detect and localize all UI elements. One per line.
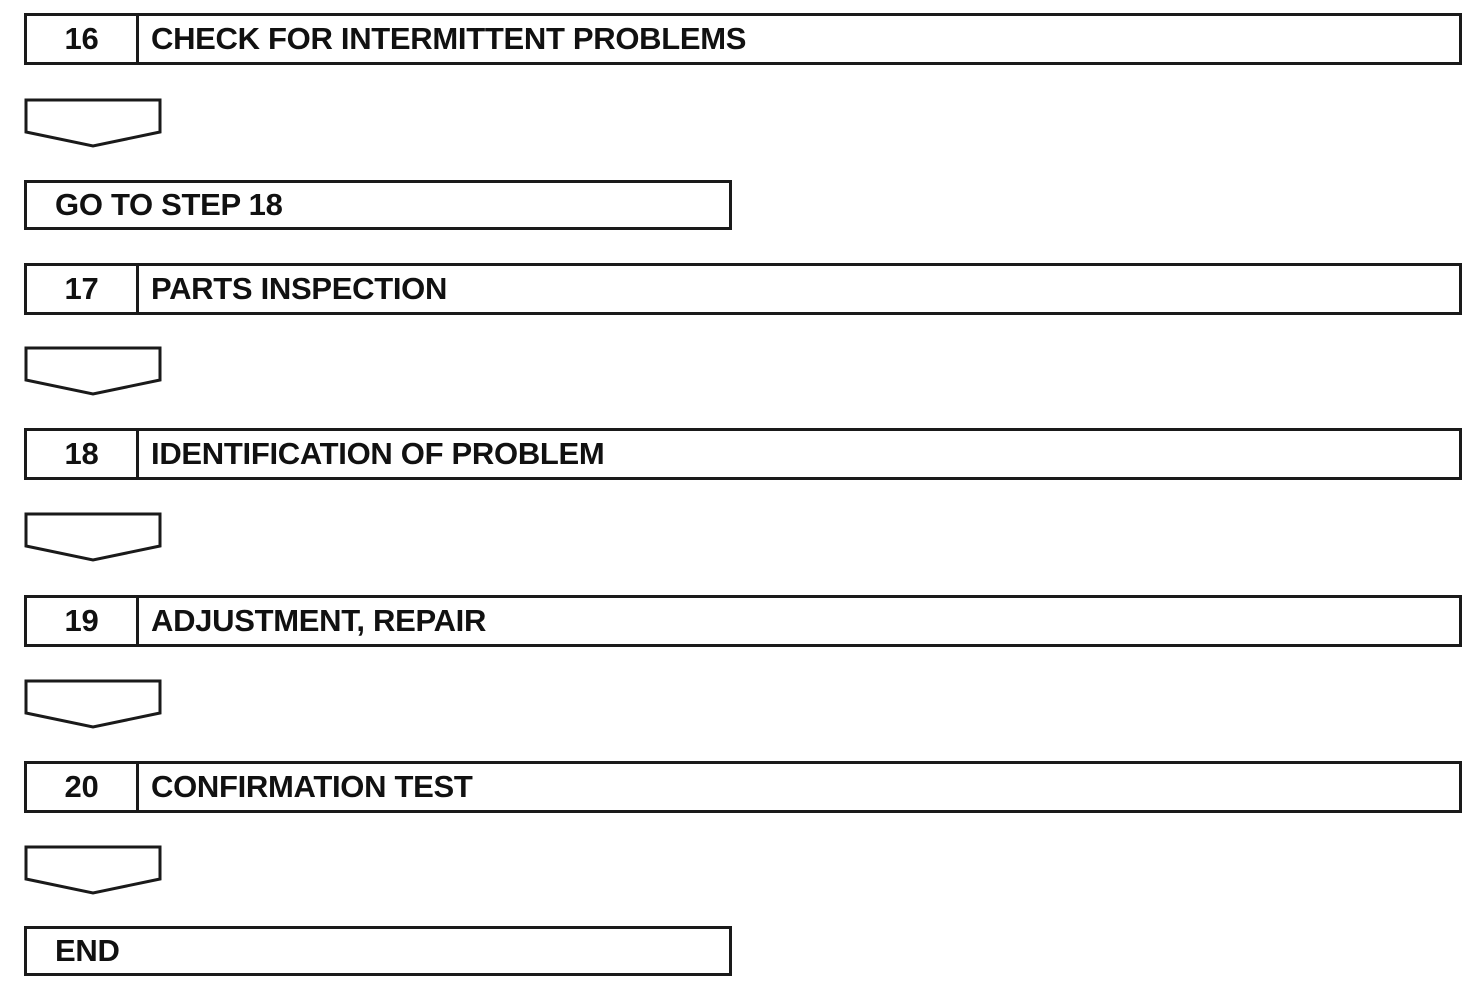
step-20-box: [24, 761, 1462, 813]
end-box: [24, 926, 732, 976]
step-title: CHECK FOR INTERMITTENT PROBLEMS: [151, 21, 747, 56]
step-number: 16: [27, 16, 139, 62]
step-title: IDENTIFICATION OF PROBLEM: [151, 436, 605, 471]
step-number: 20: [27, 764, 139, 810]
step-number: 18: [27, 431, 139, 477]
end-text: END: [55, 933, 120, 968]
step-number: 17: [27, 266, 139, 312]
down-arrow-icon: [24, 679, 162, 729]
step-17-box: [24, 263, 1462, 315]
step-16-box: [24, 13, 1462, 65]
down-arrow-icon: [24, 346, 162, 396]
goto-step-text: GO TO STEP 18: [55, 187, 283, 222]
down-arrow-icon: [24, 98, 162, 148]
step-number: 19: [27, 598, 139, 644]
down-arrow-icon: [24, 845, 162, 895]
down-arrow-icon: [24, 512, 162, 562]
step-title: PARTS INSPECTION: [151, 271, 448, 306]
step-title: CONFIRMATION TEST: [151, 769, 473, 804]
step-title: ADJUSTMENT, REPAIR: [151, 603, 487, 638]
goto-step-box: [24, 180, 732, 230]
step-19-box: [24, 595, 1462, 647]
step-18-box: [24, 428, 1462, 480]
